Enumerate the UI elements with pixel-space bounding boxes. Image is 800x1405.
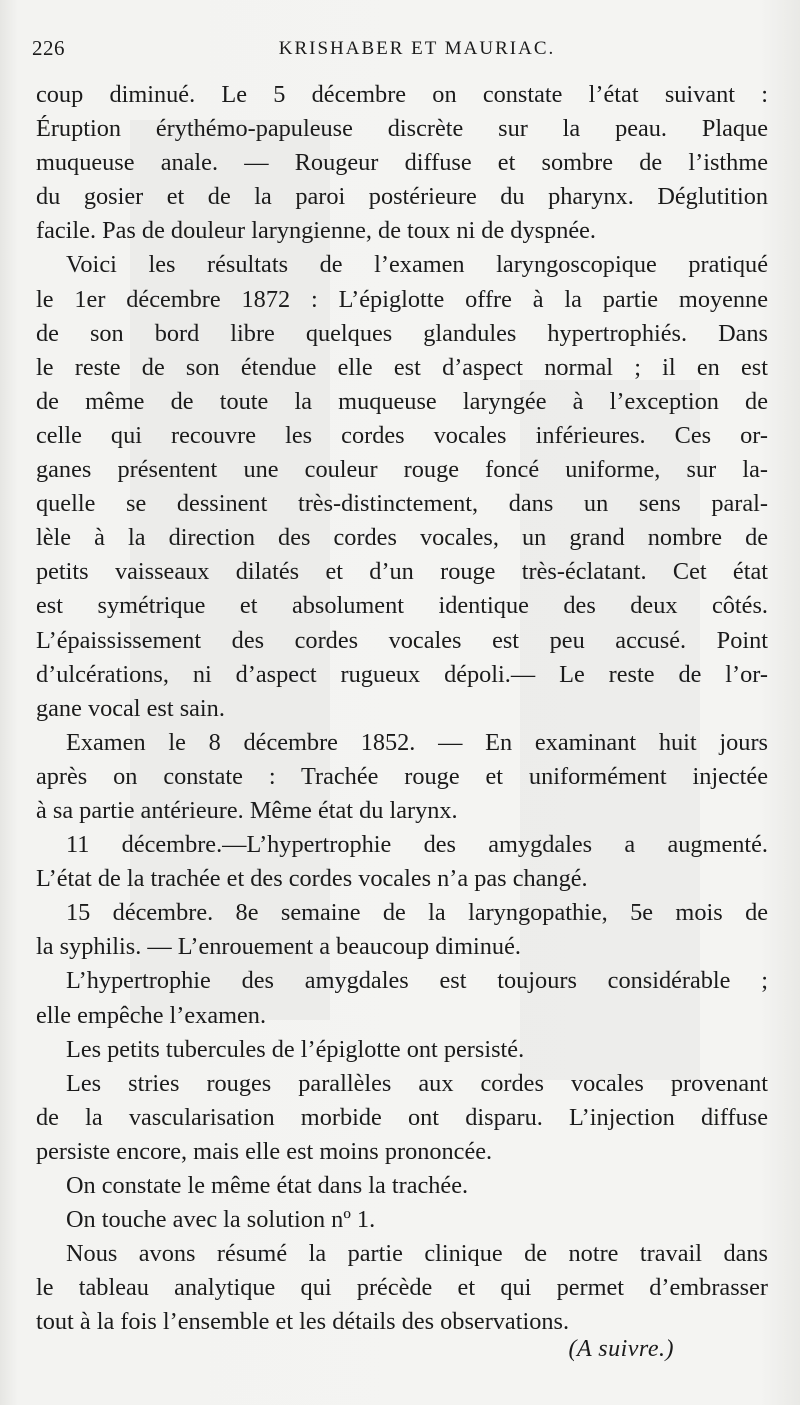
text-line: On touche avec la solution nº 1. bbox=[66, 1206, 376, 1234]
text-line: est symétrique et absolument identique des deux côtés. bbox=[36, 592, 768, 620]
text-line: d’ulcérations, ni d’aspect rugueux dépoli.— Le reste de l’or- bbox=[36, 660, 768, 688]
text-line: petits vaisseaux dilatés et d’un rouge très-éclatant. Cet état bbox=[36, 558, 768, 586]
page-header bbox=[32, 36, 772, 66]
text-line: la syphilis. — L’enrouement a beaucoup diminué. bbox=[36, 933, 521, 961]
text-line: 11 décembre.—L’hypertrophie des amygdales a augmenté. bbox=[66, 831, 768, 859]
running-head: KRISHABER ET MAURIAC. bbox=[278, 38, 556, 59]
text-line: Les petits tubercules de l’épiglotte ont persisté. bbox=[66, 1035, 525, 1063]
text-line: elle empêche l’examen. bbox=[36, 1001, 267, 1029]
text-line: L’état de la trachée et des cordes vocales n’a pas changé. bbox=[36, 865, 588, 893]
text-line: celle qui recouvre les cordes vocales inférieures. Ces or- bbox=[36, 421, 768, 449]
text-line: tout à la fois l’ensemble et les détails des observations. bbox=[36, 1308, 570, 1336]
text-line: L’hypertrophie des amygdales est toujours considérable ; bbox=[66, 967, 768, 995]
text-line: On constate le même état dans la trachée. bbox=[66, 1172, 469, 1199]
text-line: lèle à la direction des cordes vocales, un grand nombre de bbox=[36, 524, 768, 552]
body-text bbox=[36, 78, 768, 1339]
text-line: de même de toute la muqueuse laryngée à l’exception de bbox=[36, 387, 768, 415]
text-line: Examen le 8 décembre 1852. — En examinant huit jours bbox=[66, 728, 768, 756]
text-line: muqueuse anale. — Rougeur diffuse et sombre de l’isthme bbox=[36, 149, 768, 177]
text-line: le reste de son étendue elle est d’aspect normal ; il en est bbox=[36, 353, 768, 381]
text-line: le 1er décembre 1872 : L’épiglotte offre à la partie moyenne bbox=[36, 285, 768, 313]
text-line: Nous avons résumé la partie clinique de notre travail dans bbox=[66, 1240, 768, 1268]
text-line: coup diminué. Le 5 décembre on constate l’état suivant : bbox=[36, 81, 768, 108]
to-be-continued: (A suivre.) bbox=[568, 1336, 674, 1362]
text-line: quelle se dessinent très-distinctement, dans un sens paral- bbox=[36, 490, 768, 518]
text-line: après on constate : Trachée rouge et uniformément injectée bbox=[36, 762, 768, 790]
text-line: 15 décembre. 8e semaine de la laryngopathie, 5e mois de bbox=[66, 899, 768, 927]
text-line: L’épaississement des cordes vocales est peu accusé. Point bbox=[36, 626, 768, 654]
text-line: gane vocal est sain. bbox=[36, 694, 225, 722]
text-line: Les stries rouges parallèles aux cordes vocales provenant bbox=[66, 1069, 768, 1097]
text-line: facile. Pas de douleur laryngienne, de toux ni de dyspnée. bbox=[36, 217, 597, 245]
text-line: Éruption érythémo-papuleuse discrète sur la peau. Plaque bbox=[36, 115, 768, 143]
text-line: du gosier et de la paroi postérieure du pharynx. Déglutition bbox=[36, 183, 768, 211]
text-line: à sa partie antérieure. Même état du larynx. bbox=[36, 796, 458, 824]
text-line: de son bord libre quelques glandules hypertrophiés. Dans bbox=[36, 319, 768, 347]
page-number: 226 bbox=[32, 36, 65, 60]
text-line: Voici les résultats de l’examen laryngoscopique pratiqué bbox=[66, 251, 768, 279]
text-line: persiste encore, mais elle est moins prononcée. bbox=[36, 1137, 493, 1165]
text-line: ganes présentent une couleur rouge foncé uniforme, sur la- bbox=[36, 456, 768, 484]
text-line: le tableau analytique qui précède et qui permet d’embrasser bbox=[36, 1274, 768, 1302]
text-line: de la vascularisation morbide ont disparu. L’injection diffuse bbox=[36, 1103, 768, 1131]
